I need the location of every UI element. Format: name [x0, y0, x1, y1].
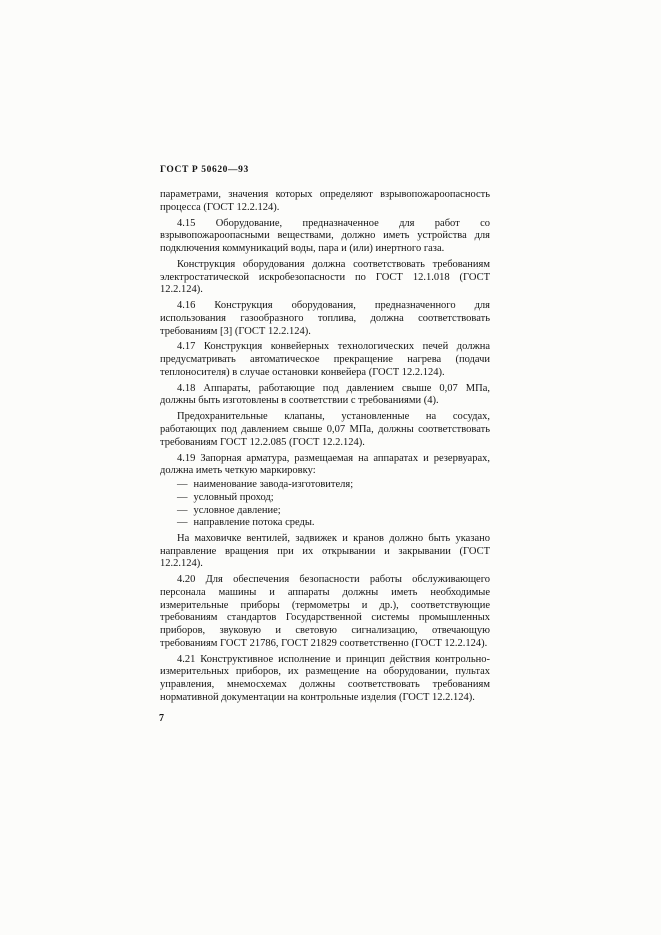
- list-item: — условный проход;: [177, 491, 274, 503]
- paragraph-valve-handwheel: На маховичке вентилей, задвижек и кранов должно быть указано направление вращения при их открывании и закрывании (ГОСТ 12.2.124).: [160, 533, 490, 570]
- document-header-code: ГОСТ Р 50620—93: [160, 165, 249, 175]
- paragraph-4-21: 4.21 Конструктивное исполнение и принцип действия контрольно-измерительных приборов, их размещение на оборудовании, пультах управления, мнемосхемах должны соответствовать требованиям нормативной документации на контрольные изделия (ГОСТ 12.2.124).: [160, 653, 490, 703]
- paragraph-4-15: 4.15 Оборудование, предназначенное для работ со взрывопожароопасными веществами, должно иметь устройства для подключения коммуникаций воды, пара и (или) инертного газа.: [160, 217, 490, 254]
- list-dash: —: [177, 479, 188, 491]
- paragraph-4-19: 4.19 Запорная арматура, размещаемая на аппаратах и резервуарах, должна иметь четкую маркировку:: [160, 452, 490, 477]
- paragraph-4-20: 4.20 Для обеспечения безопасности работы обслуживающего персонала машины и аппараты должны иметь необходимые измерительные приборы (термометры и др.), соответствующие требованиям стандартов Государственной системы промышленных приборов, звуковую и световую сигнализацию, отвечающую требованиям ГОСТ 21786, ГОСТ 21829 соответственно (ГОСТ 12.2.124).: [160, 574, 490, 649]
- paragraph-safety-valves: Предохранительные клапаны, установленные на сосудах, работающих под давлением свыше 0,07 МПа, должны соответствовать требованиям ГОСТ 12.2.085 (ГОСТ 12.2.124).: [160, 411, 490, 448]
- page-number: 7: [159, 713, 164, 724]
- paragraph-continuation: параметрами, значения которых определяют взрывопожароопасность процесса (ГОСТ 12.2.124).: [160, 189, 490, 213]
- list-dash: —: [177, 504, 188, 516]
- document-body: [160, 189, 490, 708]
- paragraph-4-18: 4.18 Аппараты, работающие под давлением свыше 0,07 МПа, должны быть изготовлены в соответствии с требованиями (4).: [160, 382, 490, 407]
- list-item: — условное давление;: [177, 504, 281, 516]
- list-dash: —: [177, 491, 188, 503]
- paragraph-4-16: 4.16 Конструкция оборудования, предназначенного для использования газообразного топлива, должна соответствовать требованиям [3] (ГОСТ 12.2.124).: [160, 300, 490, 337]
- list-dash: —: [177, 517, 188, 529]
- paragraph-4-17: 4.17 Конструкция конвейерных технологических печей должна предусматривать автоматическое прекращение нагрева (подачи теплоносителя) в случае остановки конвейера (ГОСТ 12.2.124).: [160, 341, 490, 378]
- list-item: — направление потока среды.: [177, 517, 315, 529]
- marking-list: [160, 479, 490, 530]
- list-item: — наименование завода-изготовителя;: [177, 479, 354, 491]
- paragraph-electrostatic: Конструкция оборудования должна соответствовать требованиям электростатической искробезопасности по ГОСТ 12.1.018 (ГОСТ 12.2.124).: [160, 258, 490, 296]
